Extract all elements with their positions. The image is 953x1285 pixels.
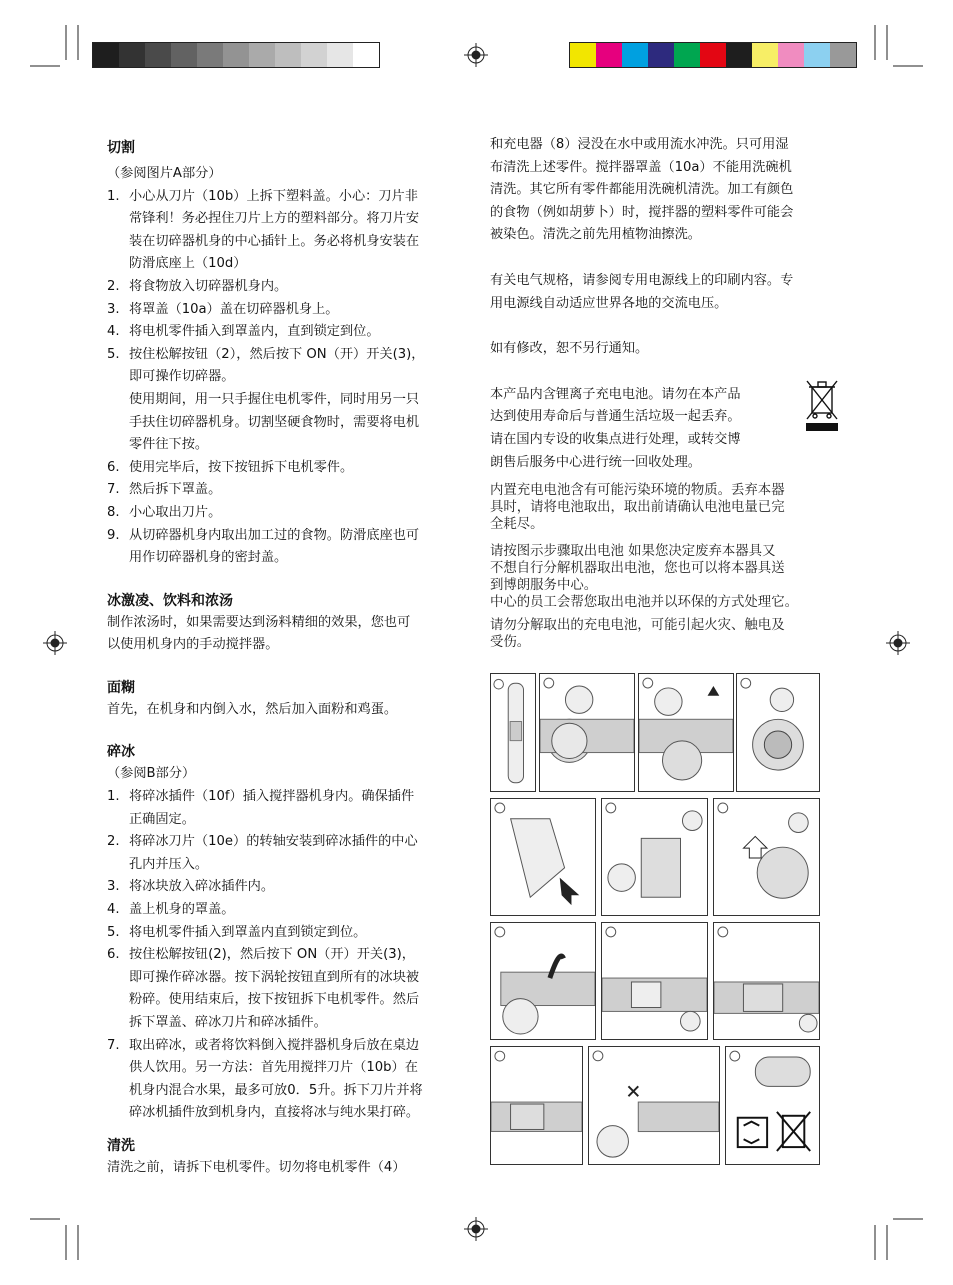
text-line: 中心的员工会帮您取出电池并以环保的方式处理它。 (490, 595, 798, 611)
item-line: 小心取出刀片。 (129, 504, 222, 520)
text-line: 不想自行分解机器取出电池，您也可以将本器具送 (490, 561, 785, 577)
item-line: 然后拆下罩盖。 (129, 482, 222, 498)
gray-swatch (93, 43, 119, 67)
gray-calibration-strip (92, 42, 380, 68)
batter-text (107, 699, 467, 722)
list-item (107, 457, 467, 480)
item-line: 手扶住切碎器机身。切割坚硬食物时，需要将电机 (129, 414, 420, 430)
item-line: 即可操作切碎器。 (129, 369, 235, 385)
color-swatch (570, 43, 596, 67)
cutting-note: （参阅图片A部分） (107, 166, 222, 181)
text-line: 请勿分解取出的充电电池，可能引起火灾、触电及 (490, 618, 785, 634)
item-line: 将罩盖（10a）盖在切碎器机身上。 (129, 301, 339, 317)
list-item (107, 944, 467, 1034)
item-number: 4. (107, 324, 120, 340)
color-swatch (778, 43, 804, 67)
battery-step-panel-6 (601, 798, 708, 916)
list-item (107, 479, 467, 502)
item-number: 6. (107, 947, 120, 963)
battery-step-panel-7 (713, 798, 820, 916)
warning-text (490, 617, 850, 651)
item-number: 8. (107, 504, 120, 520)
item-line: 将电机零件插入到罩盖内，直到锁定到位。 (129, 324, 380, 340)
list-item (107, 831, 467, 876)
item-line: 机身内混合水果，最多可放0．5升。拆下刀片并将 (129, 1082, 423, 1098)
text-line: 本产品内含锂离子充电电池。请勿在本产品 (490, 386, 741, 402)
battery-step-panel-8 (490, 922, 596, 1040)
color-swatch (622, 43, 648, 67)
list-item (107, 922, 467, 945)
color-calibration-strip (569, 42, 857, 68)
pollution-text (490, 482, 850, 533)
item-number: 1. (107, 188, 120, 204)
recycle-symbol (738, 1118, 767, 1147)
item-line: 小心从刀片（10b）上拆下塑料盖。小心：刀片非 (129, 188, 418, 204)
crossed-bin-symbol (777, 1112, 810, 1151)
color-swatch (596, 43, 622, 67)
item-line: 使用期间，用一只手握住电机零件，同时用另一只 (129, 391, 420, 407)
gray-swatch (275, 43, 301, 67)
text-line: 请在国内专设的收集点进行处理，或转交博 (490, 431, 741, 447)
item-number: 3. (107, 301, 120, 317)
list-item (107, 786, 467, 831)
item-line: 盖上机身的罩盖。 (129, 902, 235, 918)
electrical-text (490, 270, 850, 315)
color-swatch (648, 43, 674, 67)
battery-disposal-text (490, 384, 850, 474)
list-item (107, 344, 467, 457)
text-line: 如有修改，恕不另行通知。 (490, 341, 649, 357)
gray-swatch (327, 43, 353, 67)
item-line: 粉碎。使用结束后，按下按钮拆下电机零件。然后 (129, 992, 420, 1008)
gray-swatch (145, 43, 171, 67)
text-line: 具时，请将电池取出，取出前请确认电池电量已完 (490, 500, 785, 516)
color-swatch (700, 43, 726, 67)
gray-swatch (353, 43, 379, 67)
battery-step-panel-11 (490, 1046, 583, 1165)
item-number: 2. (107, 278, 120, 294)
item-number: 5. (107, 346, 120, 362)
item-number: 2. (107, 834, 120, 850)
text-line: 的食物（例如胡萝卜）时，搅拌器的塑料零件可能会 (490, 204, 794, 220)
text-line: 以使用机身内的手动搅拌器。 (107, 637, 279, 653)
item-line: 按住松解按钮（2），然后按下 ON（开）开关(3)， (129, 346, 425, 362)
notice-text (490, 338, 850, 361)
ice-steps (107, 786, 467, 1125)
section-title-cutting: 切割 (107, 140, 135, 156)
battery-step-panel-5 (490, 798, 596, 916)
text-line: 首先，在机身和内倒入水，然后加入面粉和鸡蛋。 (107, 701, 398, 717)
item-line: 供人饮用。另一方法：首先用搅拌刀片（10b）在 (129, 1060, 418, 1076)
item-line: 将碎冰刀片（10e）的转轴安装到碎冰插件的中心 (129, 834, 418, 850)
item-line: 从切碎器机身内取出加工过的食物。防滑底座也可 (129, 527, 420, 543)
text-line: 布清洗上述零件。搅拌器罩盖（10a）不能用洗碗机 (490, 159, 792, 175)
battery-step-panel-9 (601, 922, 708, 1040)
registration-mark-left (43, 631, 67, 655)
item-line: 将电机零件插入到罩盖内直到锁定到位。 (129, 924, 367, 940)
weee-bin-icon (803, 377, 841, 433)
item-line: 使用完毕后，按下按钮拆下电机零件。 (129, 459, 354, 475)
item-line: 用作切碎器机身的密封盖。 (129, 550, 288, 566)
text-line: 朗售后服务中心进行统一回收处理。 (490, 454, 701, 470)
battery-step-panel-2 (539, 673, 635, 792)
text-line: 和充电器（8）浸没在水中或用流水冲洗。只可用湿 (490, 137, 789, 152)
item-number: 9. (107, 527, 120, 543)
list-item (107, 299, 467, 322)
color-swatch (674, 43, 700, 67)
list-item (107, 899, 467, 922)
text-line: 用电源线自动适应世界各地的交流电压。 (490, 295, 728, 311)
item-line: 按住松解按钮(2)，然后按下 ON（开）开关(3)， (129, 947, 415, 963)
list-item (107, 876, 467, 899)
text-line: 请按图示步骤取出电池 如果您决定废弃本器具又 (490, 544, 776, 560)
list-item (107, 525, 467, 570)
color-swatch (726, 43, 752, 67)
item-number: 6. (107, 459, 120, 475)
registration-mark-right (886, 631, 910, 655)
cutting-steps (107, 186, 467, 570)
gray-swatch (301, 43, 327, 67)
battery-step-panel-13 (725, 1046, 820, 1165)
gray-swatch (197, 43, 223, 67)
list-item (107, 321, 467, 344)
color-swatch (830, 43, 856, 67)
list-item (107, 502, 467, 525)
item-line: 正确固定。 (129, 811, 195, 827)
section-title-smoothie: 冰激凌、饮料和浓汤 (107, 592, 233, 609)
section-title-batter: 面糊 (107, 679, 135, 696)
text-line: 清洗。其它所有零件都能用洗碗机清洗。加工有颜色 (490, 182, 794, 198)
text-line: 全耗尽。 (490, 517, 544, 533)
item-line: 将碎冰插件（10f）插入搅拌器机身内。确保插件 (129, 789, 415, 805)
right-column (490, 134, 850, 651)
item-line: 将食物放入切碎器机身内。 (129, 278, 288, 294)
gray-swatch (249, 43, 275, 67)
text-line: 制作浓汤时，如果需要达到汤料精细的效果，您也可 (107, 614, 411, 630)
list-item (107, 186, 467, 276)
item-number: 7. (107, 482, 120, 498)
gray-swatch (171, 43, 197, 67)
item-number: 3. (107, 879, 120, 895)
smoothie-text (107, 612, 467, 657)
gray-swatch (223, 43, 249, 67)
text-line: 到博朗服务中心。 (490, 578, 598, 594)
section-title-ice: 碎冰 (107, 744, 135, 761)
list-item (107, 1035, 467, 1125)
ice-note: （参阅B部分） (107, 766, 196, 782)
removal-text (490, 543, 850, 611)
text-line: 达到使用寿命后与普通生活垃圾一起丢弃。 (490, 409, 741, 425)
cleaning-continued-text (490, 134, 850, 247)
color-swatch (804, 43, 830, 67)
item-line: 装在切碎器机身的中心插针上。务必将机身安装在 (129, 233, 420, 249)
item-line: 取出碎冰，或者将饮料倒入搅拌器机身后放在桌边 (129, 1037, 420, 1053)
item-line: 零件往下按。 (129, 437, 209, 453)
color-swatch (752, 43, 778, 67)
gray-swatch (119, 43, 145, 67)
battery-step-panel-1 (490, 673, 536, 792)
text-line: 内置充电电池含有可能污染环境的物质。丢弃本器 (490, 483, 785, 499)
section-title-cleaning: 清洗 (107, 1137, 135, 1154)
item-number: 1. (107, 789, 120, 805)
left-column (107, 137, 467, 1180)
text-line: 清洗之前，请拆下电机零件。切勿将电机零件（4） (107, 1159, 406, 1175)
text-line: 受伤。 (490, 635, 531, 651)
item-line: 将冰块放入碎冰插件内。 (129, 879, 275, 895)
text-line: 被染色。清洗之前先用植物油擦洗。 (490, 227, 701, 243)
item-line: 常锋利！务必捏住刀片上方的塑料部分。将刀片安 (129, 211, 420, 227)
list-item (107, 276, 467, 299)
item-line: 即可操作碎冰器。按下涡轮按钮直到所有的冰块被 (129, 969, 420, 985)
text-line: 有关电气规格，请参阅专用电源线上的印刷内容。专 (490, 272, 794, 288)
item-line: 碎冰机插件放到机身内，直接将冰与纯水果打碎。 (129, 1105, 420, 1121)
battery-step-panel-3 (638, 673, 734, 792)
item-number: 7. (107, 1037, 120, 1053)
item-line: 防滑底座上（10d） (129, 256, 247, 272)
item-number: 4. (107, 902, 120, 918)
registration-mark-bottom (464, 1217, 488, 1241)
battery-step-panel-4 (736, 673, 820, 792)
cleaning-text (107, 1157, 467, 1180)
item-number: 5. (107, 924, 120, 940)
item-line: 拆下罩盖、碎冰刀片和碎冰插件。 (129, 1015, 327, 1030)
item-line: 孔内并压入。 (129, 856, 209, 872)
battery-step-panel-10 (713, 922, 820, 1040)
registration-mark-top (464, 43, 488, 67)
battery-step-panel-12 (588, 1046, 720, 1165)
